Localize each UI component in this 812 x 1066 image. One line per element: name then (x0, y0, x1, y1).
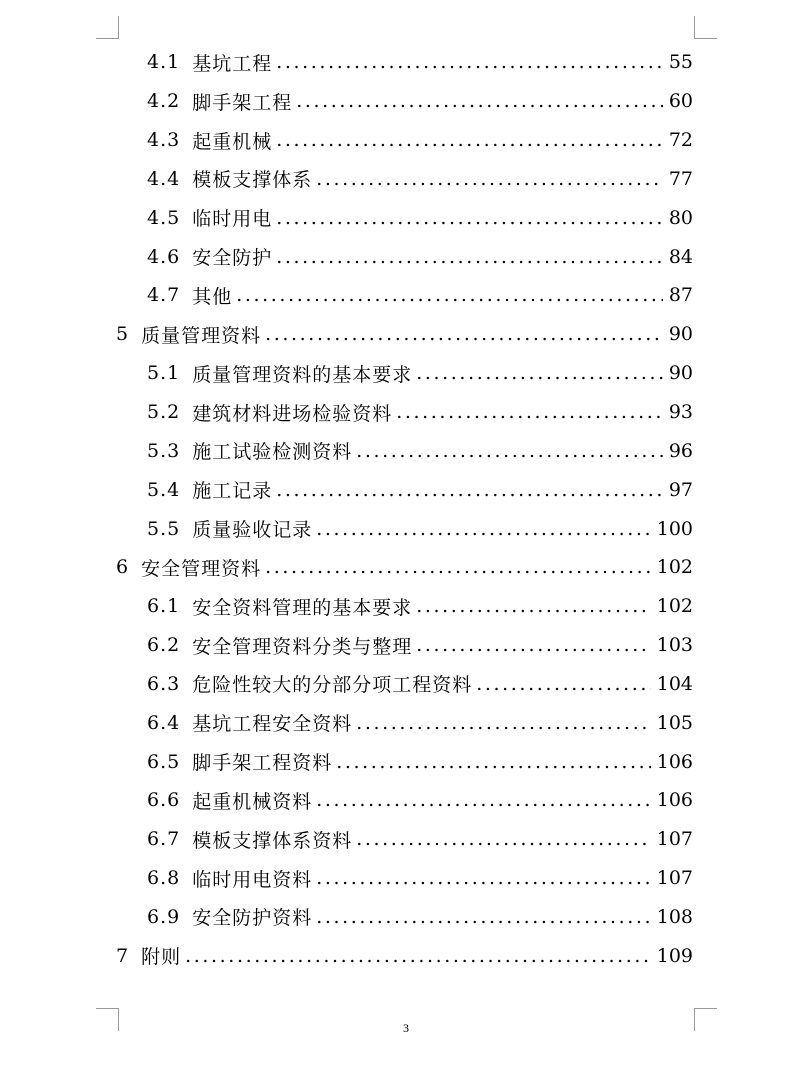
toc-entry-title: 质量管理资料的基本要求 (192, 363, 413, 386)
toc-entry-number: 4.5 (147, 206, 181, 229)
toc-dot-leader (276, 246, 663, 268)
toc-dot-leader (356, 440, 663, 462)
toc-entry-number: 4.3 (147, 129, 181, 152)
toc-dot-leader (316, 789, 651, 811)
toc-entry-page: 103 (656, 634, 693, 657)
toc-entry[interactable] (0, 898, 812, 937)
toc-entry-title: 安全防护资料 (192, 907, 313, 930)
toc-entry-page: 84 (668, 245, 693, 268)
toc-entry[interactable] (0, 703, 812, 742)
toc-entry[interactable] (0, 665, 812, 704)
toc-entry[interactable] (0, 820, 812, 859)
toc-entry-number: 5.1 (147, 362, 181, 385)
toc-entry[interactable] (0, 742, 812, 781)
toc-entry-title: 模板支撑体系 (192, 169, 313, 192)
toc-entry-title: 施工记录 (192, 480, 273, 503)
toc-dot-leader (276, 479, 663, 501)
toc-entry[interactable] (0, 548, 812, 587)
toc-entry-title: 起重机械 (192, 130, 273, 153)
toc-entry-page: 102 (656, 595, 693, 618)
toc-entry-title: 质量验收记录 (192, 519, 313, 542)
toc-entry-title: 质量管理资料 (141, 324, 262, 347)
toc-dot-leader (185, 945, 651, 967)
toc-dot-leader (276, 129, 663, 151)
toc-entry-title: 危险性较大的分部分项工程资料 (192, 674, 473, 697)
toc-entry-number: 5.5 (147, 517, 181, 540)
toc-entry-number: 4.6 (147, 245, 181, 268)
toc-entry[interactable] (0, 160, 812, 199)
toc-entry-page: 60 (668, 90, 693, 113)
toc-entry-number: 6.1 (147, 595, 181, 618)
toc-entry-number: 6.4 (147, 711, 181, 734)
toc-dot-leader (316, 168, 663, 190)
toc-entry-page: 77 (668, 167, 693, 190)
toc-entry-page: 87 (668, 284, 693, 307)
toc-entry-number: 6.3 (147, 672, 181, 695)
toc-entry[interactable] (0, 509, 812, 548)
toc-entry[interactable] (0, 237, 812, 276)
toc-entry-number: 5.3 (147, 439, 181, 462)
toc-entry-title: 施工试验检测资料 (192, 441, 353, 464)
toc-entry-number: 5.4 (147, 478, 181, 501)
toc-entry-page: 100 (656, 517, 693, 540)
toc-entry-page: 80 (668, 206, 693, 229)
toc-entry-page: 96 (668, 439, 693, 462)
toc-entry[interactable] (0, 431, 812, 470)
toc-entry-page: 90 (668, 362, 693, 385)
toc-entry-page: 106 (656, 750, 693, 773)
toc-entry-number: 6.7 (147, 828, 181, 851)
toc-entry[interactable] (0, 781, 812, 820)
toc-entry-title: 安全防护 (192, 247, 273, 270)
toc-entry-page: 106 (656, 789, 693, 812)
toc-entry-number: 4.7 (147, 284, 181, 307)
table-of-contents (0, 43, 812, 975)
toc-dot-leader (236, 284, 663, 306)
toc-entry-page: 102 (656, 556, 693, 579)
toc-entry-title: 安全资料管理的基本要求 (192, 596, 413, 619)
toc-entry-title: 基坑工程 (192, 52, 273, 75)
toc-entry-number: 6.2 (147, 634, 181, 657)
toc-entry-number: 6.6 (147, 789, 181, 812)
toc-entry-title: 建筑材料进场检验资料 (192, 402, 393, 425)
toc-entry-number: 6.8 (147, 867, 181, 890)
toc-entry-number: 5.2 (147, 401, 181, 424)
toc-entry-page: 104 (656, 672, 693, 695)
toc-dot-leader (316, 906, 651, 928)
toc-entry[interactable] (0, 936, 812, 975)
toc-entry[interactable] (0, 354, 812, 393)
toc-dot-leader (276, 51, 663, 73)
toc-entry[interactable] (0, 315, 812, 354)
crop-mark-top-left (96, 16, 119, 39)
toc-entry[interactable] (0, 587, 812, 626)
toc-entry[interactable] (0, 198, 812, 237)
toc-entry-title: 附则 (141, 946, 182, 969)
toc-entry-page: 109 (656, 944, 693, 967)
toc-entry-number: 4.1 (147, 51, 181, 74)
toc-entry-title: 安全管理资料分类与整理 (192, 635, 413, 658)
toc-entry-number: 4.4 (147, 167, 181, 190)
toc-entry-page: 93 (668, 401, 693, 424)
toc-entry-title: 其他 (192, 285, 233, 308)
toc-entry[interactable] (0, 276, 812, 315)
toc-entry-page: 55 (668, 51, 693, 74)
toc-entry[interactable] (0, 859, 812, 898)
toc-dot-leader (265, 556, 651, 578)
toc-entry-page: 97 (668, 478, 693, 501)
toc-entry[interactable] (0, 43, 812, 82)
toc-entry-page: 107 (656, 828, 693, 851)
toc-entry-title: 起重机械资料 (192, 790, 313, 813)
toc-entry-title: 安全管理资料 (141, 557, 262, 580)
toc-dot-leader (296, 90, 663, 112)
toc-dot-leader (416, 595, 651, 617)
toc-dot-leader (316, 867, 651, 889)
toc-entry[interactable] (0, 82, 812, 121)
crop-mark-top-right (694, 16, 717, 39)
page-number: 3 (403, 1021, 409, 1035)
toc-entry-number: 6.5 (147, 750, 181, 773)
toc-dot-leader (476, 673, 651, 695)
toc-entry-title: 脚手架工程 (192, 91, 293, 114)
toc-entry-title: 模板支撑体系资料 (192, 829, 353, 852)
toc-entry[interactable] (0, 470, 812, 509)
toc-entry-title: 临时用电 (192, 208, 273, 231)
toc-entry[interactable] (0, 626, 812, 665)
toc-entry-number: 5 (116, 323, 130, 346)
toc-entry-title: 脚手架工程资料 (192, 752, 333, 775)
toc-dot-leader (316, 518, 651, 540)
toc-entry-number: 6.9 (147, 905, 181, 928)
toc-entry-page: 105 (656, 711, 693, 734)
toc-dot-leader (356, 712, 651, 734)
toc-entry-page: 72 (668, 129, 693, 152)
toc-entry-title: 基坑工程安全资料 (192, 713, 353, 736)
toc-entry-page: 90 (668, 323, 693, 346)
toc-entry-number: 6 (116, 556, 130, 579)
toc-dot-leader (356, 828, 651, 850)
toc-entry-page: 107 (656, 867, 693, 890)
toc-entry-number: 4.2 (147, 90, 181, 113)
toc-entry[interactable] (0, 121, 812, 160)
toc-dot-leader (265, 323, 663, 345)
toc-entry-page: 108 (656, 905, 693, 928)
toc-dot-leader (336, 751, 651, 773)
toc-dot-leader (416, 362, 663, 384)
toc-dot-leader (396, 401, 663, 423)
toc-entry-number: 7 (116, 944, 130, 967)
toc-entry[interactable] (0, 393, 812, 432)
toc-dot-leader (276, 207, 663, 229)
toc-dot-leader (416, 634, 651, 656)
toc-entry-title: 临时用电资料 (192, 868, 313, 891)
